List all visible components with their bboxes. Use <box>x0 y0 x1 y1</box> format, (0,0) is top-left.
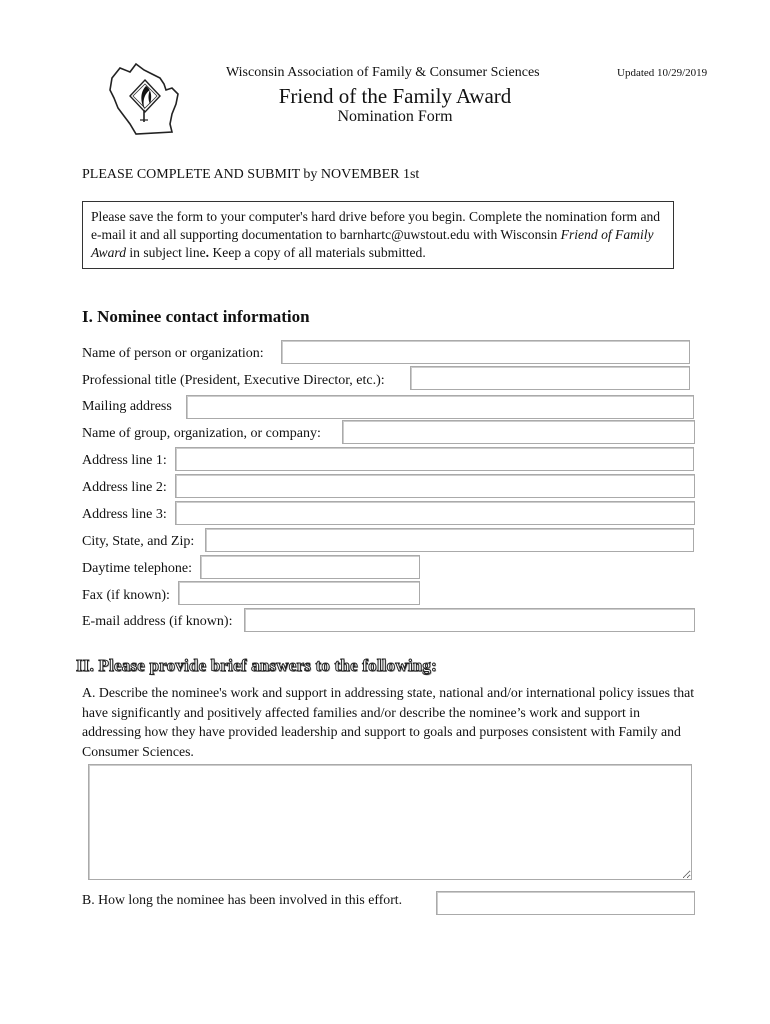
address-line-3-input[interactable] <box>175 501 695 525</box>
daytime-telephone-input[interactable] <box>200 555 420 579</box>
fax-label: Fax (if known): <box>82 588 170 603</box>
section-2-heading: II. Please provide brief answers to the following: <box>76 656 437 675</box>
nominee-name-input[interactable] <box>281 340 690 364</box>
question-b-answer-input[interactable] <box>436 891 695 915</box>
submission-deadline: PLEASE COMPLETE AND SUBMIT by NOVEMBER 1st <box>82 167 420 182</box>
professional-title-input[interactable] <box>410 366 690 390</box>
instructions-subject: in subject line <box>126 245 206 260</box>
group-name-label: Name of group, organization, or company: <box>82 426 321 441</box>
address-line-3-label: Address line 3: <box>82 507 167 522</box>
city-state-zip-input[interactable] <box>205 528 694 552</box>
address-line-1-label: Address line 1: <box>82 453 167 468</box>
question-a-text: A. Describe the nominee's work and support in addressing state, national and/or international policy issues that have significantly and positively affected families and/or describe the nominee’s work and support in addressing how they have provided leadership and support to goals and purposes consistent with Family and Consumer Sciences. <box>82 685 695 759</box>
form-subtitle: Nomination Form <box>337 108 453 125</box>
name-label: Name of person or organization: <box>82 346 264 361</box>
daytime-telephone-label: Daytime telephone: <box>82 561 193 576</box>
instructions-text: Please save the form to your computer's hard drive before you begin. Complete the nomination form and e-mail it and all supporting documentation to barnhartc@uwstout.edu with Wisconsin <box>91 209 661 242</box>
instructions-period: . <box>205 245 210 260</box>
city-state-zip-label: City, State, and Zip: <box>82 534 195 549</box>
fax-input[interactable] <box>178 581 420 605</box>
address-line-2-label: Address line 2: <box>82 480 167 495</box>
address-line-1-input[interactable] <box>175 447 694 471</box>
instructions-copy: Keep a copy of all materials submitted. <box>209 245 426 260</box>
question-b-text: B. How long the nominee has been involved in this effort. <box>82 892 403 907</box>
updated-date: Updated 10/29/2019 <box>617 67 708 79</box>
group-name-input[interactable] <box>342 420 695 444</box>
organization-name: Wisconsin Association of Family & Consumer Sciences <box>226 65 540 80</box>
section-1-heading: I. Nominee contact information <box>82 307 310 326</box>
instructions-box <box>82 201 674 269</box>
mailing-address-input[interactable] <box>186 395 694 419</box>
question-a-answer-textarea[interactable] <box>88 764 692 880</box>
email-label: E-mail address (if known): <box>82 614 233 629</box>
email-input[interactable] <box>244 608 695 632</box>
professional-title-label: Professional title (President, Executive Director, etc.): <box>82 373 385 388</box>
mailing-address-label: Mailing address <box>82 399 172 414</box>
address-line-2-input[interactable] <box>175 474 695 498</box>
instructions-award-name: Friend of Family Award <box>91 227 654 260</box>
form-title: Friend of the Family Award <box>278 84 512 108</box>
